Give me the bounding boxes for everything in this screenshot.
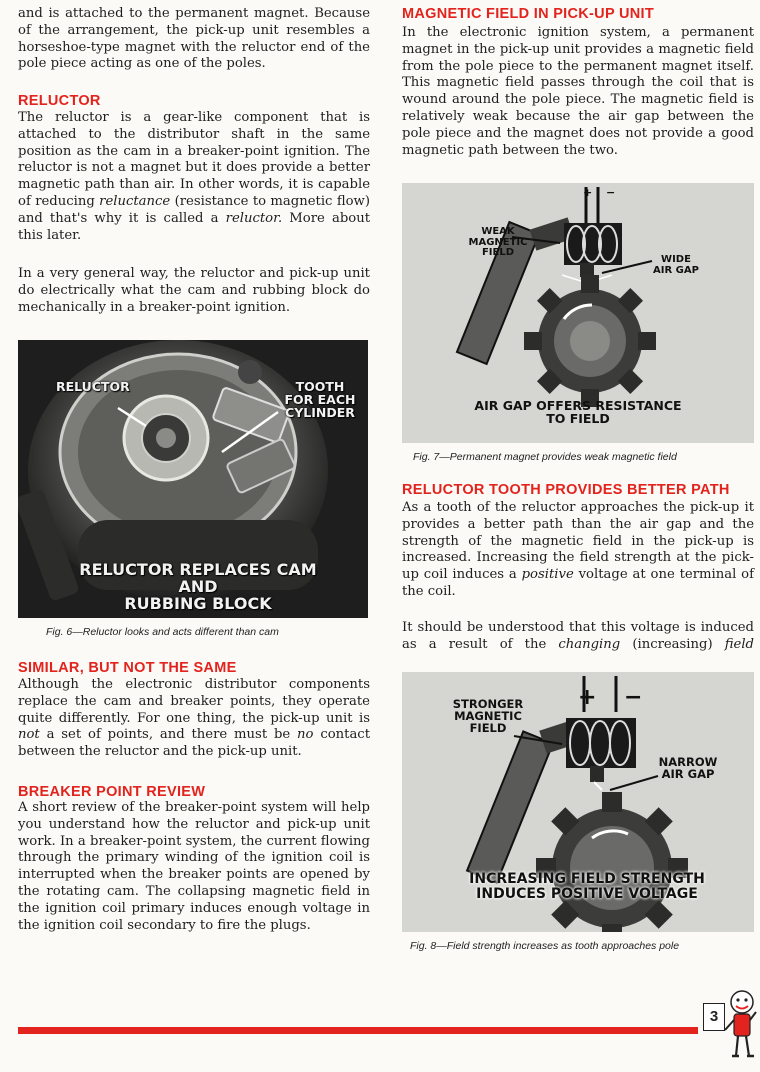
understood-paragraph: It should be understood that this voltage is induced as a result of the changing (increasing) field xyxy=(402,620,754,652)
tooth-paragraph: As a tooth of the reluctor approaches the pick-up it provides a better path than the air gap and the strength of the magnetic field in the pick-up is increased. Increasing the field strength at the pick-up coil induces a positive voltage at one terminal of the coil. xyxy=(402,500,754,599)
figure-7-diagram xyxy=(402,183,754,443)
magnetic-field-paragraph: In the electronic ignition system, a permanent magnet in the pick-up unit provides a magnetic field from the pole piece to the permanent magnet itself. This magnetic field passes through the coil that is wound around the pole piece. The magnetic field is relatively weak because the air gap between the pole piece and the magnet does not provide a good magnetic path between the two. xyxy=(402,25,754,158)
fig7-minus-label: − xyxy=(606,186,616,199)
fig8-stronger-label: STRONGER MAGNETIC FIELD xyxy=(452,697,524,736)
tooth-heading: RELUCTOR TOOTH PROVIDES BETTER PATH xyxy=(402,482,730,498)
fig8-minus-label: − xyxy=(624,685,643,710)
intro-paragraph: and is attached to the permanent magnet. Because of the arrangement, the pick-up unit resembles a horseshoe-type magnet with the reluctor end of the pole piece acting as one of the poles. xyxy=(18,6,370,72)
breaker-paragraph: A short review of the breaker-point system will help you understand how the reluctor and pick-up unit work. In a breaker-point system, the current flowing through the primary winding of the ignition coil is interrupted when the breaker points are opened by the rotating cam. The collapsing magnetic field in the ignition coil primary induces enough voltage in the ignition coil secondary to fire the plugs. xyxy=(18,800,370,933)
figure-6-photo xyxy=(18,340,368,618)
fig6-reluctor-label: RELUCTOR xyxy=(56,379,130,394)
fig7-plus-label: + xyxy=(583,186,593,199)
figure-8-diagram xyxy=(402,672,754,932)
fig7-resist-label: AIR GAP OFFERS RESISTANCE TO FIELD xyxy=(474,398,682,427)
general-paragraph: In a very general way, the reluctor and pick-up unit do electrically what the cam and rubbing block do mechanically in a breaker-point ignition. xyxy=(18,266,370,315)
page-number: 3 xyxy=(703,1003,725,1031)
figure-6-caption: Fig. 6—Reluctor looks and acts different than cam xyxy=(46,626,279,638)
footer-red-rule xyxy=(18,1027,698,1034)
reluctor-paragraph: The reluctor is a gear-like component that is attached to the distributor shaft in the same position as the cam in a breaker-point ignition. The reluctor is not a magnet but it does provide a better magnetic path than air. In other words, it is capable of reducing reluctance (resistance to magnetic flow) and that's why it is called a reluctor. More about this later. xyxy=(18,110,371,243)
figure-7-caption: Fig. 7—Permanent magnet provides weak magnetic field xyxy=(413,451,677,463)
fig6-replaces-label: RELUCTOR REPLACES CAM AND RUBBING BLOCK xyxy=(79,560,317,613)
breaker-heading: BREAKER POINT REVIEW xyxy=(18,784,206,800)
fig6-tooth-label: TOOTH FOR EACH CYLINDER xyxy=(284,379,356,421)
similar-heading: SIMILAR, BUT NOT THE SAME xyxy=(18,660,237,676)
fig7-weak-label: WEAK MAGNETIC FIELD xyxy=(468,226,528,258)
mascot-icon xyxy=(722,990,758,1062)
similar-paragraph: Although the electronic distributor components replace the cam and breaker points, they operate quite differently. For one thing, the pick-up unit is not a set of points, and there must be no contact between the reluctor and the pick-up unit. xyxy=(18,677,370,760)
fig8-plus-label: + xyxy=(578,685,597,710)
magnetic-field-heading: MAGNETIC FIELD IN PICK-UP UNIT xyxy=(402,6,655,22)
fig8-narrow-label: NARROW AIR GAP xyxy=(658,755,718,782)
fig7-wide-label: WIDE AIR GAP xyxy=(653,254,699,276)
figure-8-caption: Fig. 8—Field strength increases as tooth approaches pole xyxy=(410,940,680,952)
fig8-increasing-label: INCREASING FIELD STRENGTH INDUCES POSITIVE VOLTAGE xyxy=(469,871,705,902)
reluctor-heading: RELUCTOR xyxy=(18,93,101,109)
